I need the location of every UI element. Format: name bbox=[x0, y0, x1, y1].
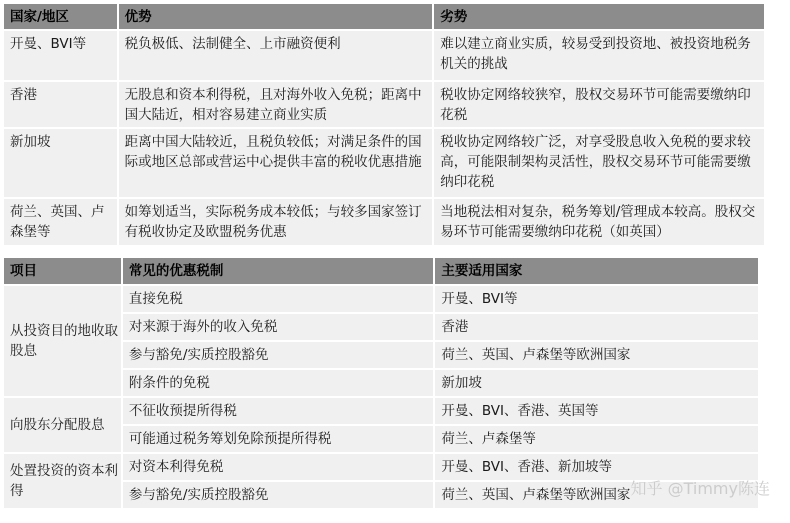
advantage-cell: 如筹划适当，实际税务成本较低；与较多国家签订有税收协定及欧盟税务优惠 bbox=[119, 199, 433, 245]
regime-cell: 不征收预提所得税 bbox=[123, 398, 433, 424]
table-row bbox=[4, 286, 758, 312]
header-regime: 常见的优惠税制 bbox=[123, 258, 433, 284]
group-label: 向股东分配股息 bbox=[4, 398, 121, 452]
table-row bbox=[4, 129, 764, 197]
regime-cell: 可能通过税务筹划免除预提所得税 bbox=[123, 426, 433, 452]
regime-cell: 对来源于海外的收入免税 bbox=[123, 314, 433, 340]
countries-cell: 荷兰、卢森堡等 bbox=[435, 426, 758, 452]
disadvantage-cell: 税收协定网络较广泛，对享受股息收入免税的要求较高，可能限制架构灵活性，股权交易环节可能需要缴纳印花税 bbox=[434, 129, 764, 197]
region-cell: 荷兰、英国、卢森堡等 bbox=[4, 199, 117, 245]
group-label: 处置投资的资本利得 bbox=[4, 454, 121, 508]
disadvantage-cell: 税收协定网络较狭窄，股权交易环节可能需要缴纳印花税 bbox=[434, 82, 764, 127]
group-label: 从投资目的地收取股息 bbox=[4, 286, 121, 396]
header-disadvantage: 劣势 bbox=[434, 4, 764, 29]
advantage-cell: 无股息和资本利得税，且对海外收入免税；距离中国大陆近，相对容易建立商业实质 bbox=[119, 82, 433, 127]
countries-cell: 荷兰、英国、卢森堡等欧洲国家 bbox=[435, 482, 758, 508]
header-region: 国家/地区 bbox=[4, 4, 117, 29]
countries-cell: 开曼、BVI等 bbox=[435, 286, 758, 312]
regime-cell: 对资本利得免税 bbox=[123, 454, 433, 480]
table-row bbox=[4, 398, 758, 424]
header-row bbox=[4, 4, 764, 29]
region-cell: 新加坡 bbox=[4, 129, 117, 197]
regime-cell: 参与豁免/实质控股豁免 bbox=[123, 342, 433, 368]
regime-cell: 参与豁免/实质控股豁免 bbox=[123, 482, 433, 508]
header-row bbox=[4, 258, 758, 284]
advantage-cell: 距离中国大陆较近，且税负较低；对满足条件的国际或地区总部或营运中心提供丰富的税收优惠措施 bbox=[119, 129, 433, 197]
regime-cell: 附条件的免税 bbox=[123, 370, 433, 396]
countries-cell: 香港 bbox=[435, 314, 758, 340]
region-cell: 开曼、BVI等 bbox=[4, 31, 117, 80]
table-row bbox=[4, 82, 764, 127]
header-advantage: 优势 bbox=[119, 4, 433, 29]
disadvantage-cell: 当地税法相对复杂，税务筹划/管理成本较高。股权交易环节可能需要缴纳印花税（如英国） bbox=[434, 199, 764, 245]
region-cell: 香港 bbox=[4, 82, 117, 127]
countries-cell: 荷兰、英国、卢森堡等欧洲国家 bbox=[435, 342, 758, 368]
watermark: 知乎 @Timmy陈连 bbox=[630, 479, 770, 498]
countries-cell: 新加坡 bbox=[435, 370, 758, 396]
regime-cell: 直接免税 bbox=[123, 286, 433, 312]
disadvantage-cell: 难以建立商业实质，较易受到投资地、被投资地税务机关的挑战 bbox=[434, 31, 764, 80]
header-countries: 主要适用国家 bbox=[435, 258, 758, 284]
table-row bbox=[4, 199, 764, 245]
countries-cell: 开曼、BVI、香港、英国等 bbox=[435, 398, 758, 424]
advantage-cell: 税负极低、法制健全、上市融资便利 bbox=[119, 31, 433, 80]
advantages-table bbox=[2, 2, 766, 247]
countries-cell: 开曼、BVI、香港、新加坡等 bbox=[435, 454, 758, 480]
table-row bbox=[4, 31, 764, 80]
tax-regime-table bbox=[2, 256, 760, 510]
header-item: 项目 bbox=[4, 258, 121, 284]
